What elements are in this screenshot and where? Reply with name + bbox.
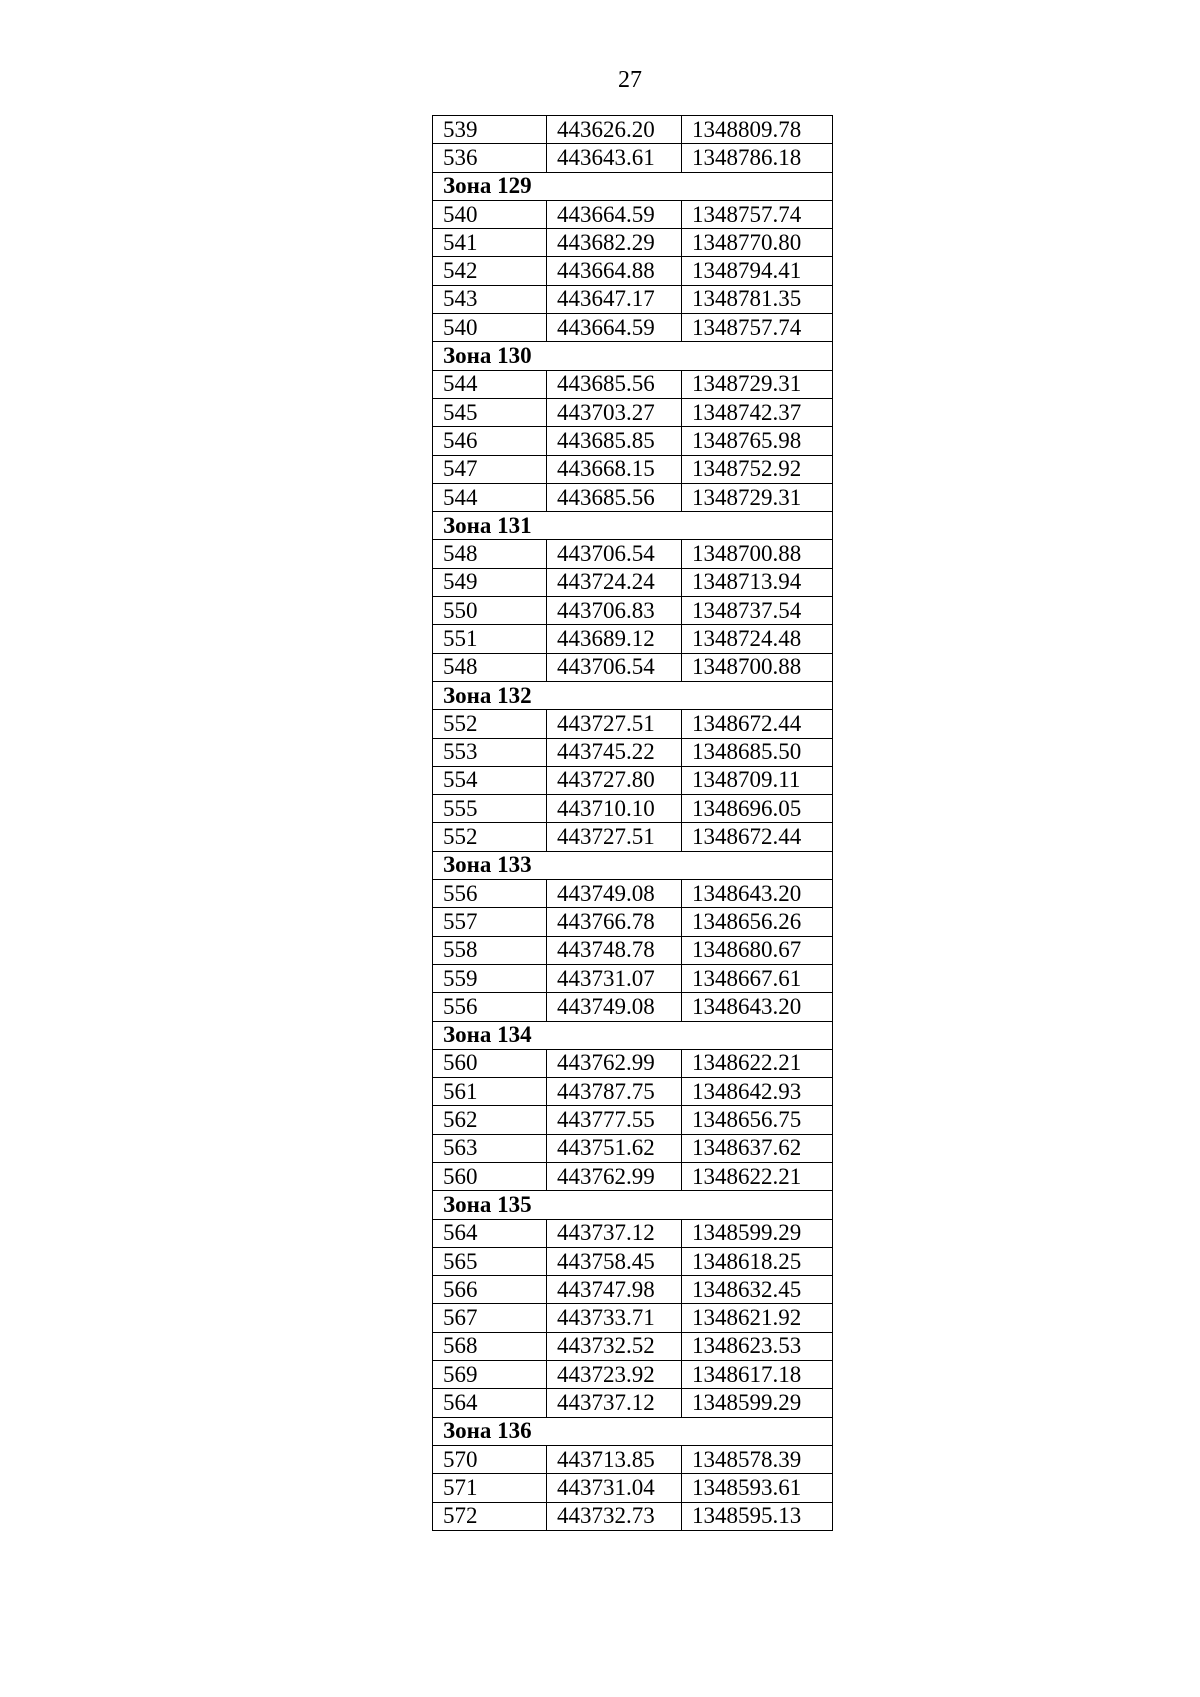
table-row [433, 1078, 833, 1106]
x-coordinate-cell: 443710.10 [547, 795, 682, 823]
point-number-cell: 536 [433, 144, 547, 172]
x-coordinate-cell: 443747.98 [547, 1276, 682, 1304]
x-coordinate-cell: 443733.71 [547, 1304, 682, 1332]
point-number-cell: 556 [433, 993, 547, 1021]
table-row [433, 455, 833, 483]
point-number-cell: 555 [433, 795, 547, 823]
table-row [433, 1276, 833, 1304]
y-coordinate-cell: 1348757.74 [682, 314, 833, 342]
point-number-cell: 570 [433, 1445, 547, 1473]
x-coordinate-cell: 443727.51 [547, 823, 682, 851]
table-row [433, 766, 833, 794]
y-coordinate-cell: 1348656.75 [682, 1106, 833, 1134]
y-coordinate-cell: 1348621.92 [682, 1304, 833, 1332]
zone-label: Зона 131 [433, 512, 833, 540]
table-row [433, 880, 833, 908]
zone-label: Зона 130 [433, 342, 833, 370]
table-row [433, 314, 833, 342]
x-coordinate-cell: 443724.24 [547, 568, 682, 596]
table-row [433, 1474, 833, 1502]
x-coordinate-cell: 443685.56 [547, 370, 682, 398]
table-row [433, 229, 833, 257]
y-coordinate-cell: 1348696.05 [682, 795, 833, 823]
table-row [433, 653, 833, 681]
point-number-cell: 560 [433, 1162, 547, 1190]
x-coordinate-cell: 443727.80 [547, 766, 682, 794]
point-number-cell: 549 [433, 568, 547, 596]
table-row [433, 398, 833, 426]
point-number-cell: 565 [433, 1247, 547, 1275]
y-coordinate-cell: 1348599.29 [682, 1389, 833, 1417]
point-number-cell: 562 [433, 1106, 547, 1134]
y-coordinate-cell: 1348618.25 [682, 1247, 833, 1275]
table-row [433, 908, 833, 936]
x-coordinate-cell: 443732.52 [547, 1332, 682, 1360]
y-coordinate-cell: 1348729.31 [682, 483, 833, 511]
zone-header-row [433, 851, 833, 879]
table-row [433, 1304, 833, 1332]
table-row [433, 1389, 833, 1417]
y-coordinate-cell: 1348700.88 [682, 653, 833, 681]
x-coordinate-cell: 443682.29 [547, 229, 682, 257]
x-coordinate-cell: 443647.17 [547, 285, 682, 313]
point-number-cell: 569 [433, 1361, 547, 1389]
x-coordinate-cell: 443749.08 [547, 993, 682, 1021]
point-number-cell: 544 [433, 370, 547, 398]
point-number-cell: 554 [433, 766, 547, 794]
x-coordinate-cell: 443713.85 [547, 1445, 682, 1473]
x-coordinate-cell: 443745.22 [547, 738, 682, 766]
point-number-cell: 546 [433, 427, 547, 455]
zone-label: Зона 135 [433, 1191, 833, 1219]
point-number-cell: 561 [433, 1078, 547, 1106]
table-row [433, 1247, 833, 1275]
zone-label: Зона 132 [433, 681, 833, 709]
y-coordinate-cell: 1348643.20 [682, 880, 833, 908]
y-coordinate-cell: 1348680.67 [682, 936, 833, 964]
table-row [433, 1162, 833, 1190]
x-coordinate-cell: 443706.54 [547, 540, 682, 568]
x-coordinate-cell: 443668.15 [547, 455, 682, 483]
table-row [433, 1361, 833, 1389]
zone-label: Зона 134 [433, 1021, 833, 1049]
x-coordinate-cell: 443762.99 [547, 1049, 682, 1077]
x-coordinate-cell: 443758.45 [547, 1247, 682, 1275]
y-coordinate-cell: 1348729.31 [682, 370, 833, 398]
x-coordinate-cell: 443626.20 [547, 116, 682, 144]
y-coordinate-cell: 1348632.45 [682, 1276, 833, 1304]
x-coordinate-cell: 443706.54 [547, 653, 682, 681]
y-coordinate-cell: 1348709.11 [682, 766, 833, 794]
point-number-cell: 550 [433, 597, 547, 625]
table-row [433, 285, 833, 313]
table-row [433, 738, 833, 766]
y-coordinate-cell: 1348667.61 [682, 964, 833, 992]
y-coordinate-cell: 1348685.50 [682, 738, 833, 766]
y-coordinate-cell: 1348770.80 [682, 229, 833, 257]
table-row [433, 370, 833, 398]
zone-header-row [433, 1191, 833, 1219]
x-coordinate-cell: 443762.99 [547, 1162, 682, 1190]
y-coordinate-cell: 1348757.74 [682, 200, 833, 228]
y-coordinate-cell: 1348622.21 [682, 1162, 833, 1190]
point-number-cell: 544 [433, 483, 547, 511]
zone-header-row [433, 512, 833, 540]
y-coordinate-cell: 1348595.13 [682, 1502, 833, 1530]
table-row [433, 795, 833, 823]
x-coordinate-cell: 443787.75 [547, 1078, 682, 1106]
table-row [433, 1219, 833, 1247]
y-coordinate-cell: 1348617.18 [682, 1361, 833, 1389]
point-number-cell: 564 [433, 1219, 547, 1247]
y-coordinate-cell: 1348724.48 [682, 625, 833, 653]
point-number-cell: 548 [433, 540, 547, 568]
x-coordinate-cell: 443777.55 [547, 1106, 682, 1134]
zone-header-row [433, 1417, 833, 1445]
page-number: 27 [618, 67, 642, 93]
x-coordinate-cell: 443727.51 [547, 710, 682, 738]
zone-header-row [433, 1021, 833, 1049]
point-number-cell: 560 [433, 1049, 547, 1077]
point-number-cell: 564 [433, 1389, 547, 1417]
y-coordinate-cell: 1348713.94 [682, 568, 833, 596]
table-row [433, 1445, 833, 1473]
x-coordinate-cell: 443731.04 [547, 1474, 682, 1502]
y-coordinate-cell: 1348642.93 [682, 1078, 833, 1106]
x-coordinate-cell: 443664.59 [547, 200, 682, 228]
x-coordinate-cell: 443737.12 [547, 1219, 682, 1247]
x-coordinate-cell: 443664.88 [547, 257, 682, 285]
y-coordinate-cell: 1348794.41 [682, 257, 833, 285]
x-coordinate-cell: 443723.92 [547, 1361, 682, 1389]
point-number-cell: 541 [433, 229, 547, 257]
table-row [433, 540, 833, 568]
coordinates-table [432, 115, 833, 1531]
point-number-cell: 557 [433, 908, 547, 936]
point-number-cell: 547 [433, 455, 547, 483]
table-row [433, 936, 833, 964]
x-coordinate-cell: 443751.62 [547, 1134, 682, 1162]
table-row [433, 116, 833, 144]
y-coordinate-cell: 1348737.54 [682, 597, 833, 625]
table-row [433, 625, 833, 653]
y-coordinate-cell: 1348623.53 [682, 1332, 833, 1360]
y-coordinate-cell: 1348637.62 [682, 1134, 833, 1162]
table-row [433, 483, 833, 511]
x-coordinate-cell: 443737.12 [547, 1389, 682, 1417]
table-row [433, 1106, 833, 1134]
table-row [433, 710, 833, 738]
point-number-cell: 539 [433, 116, 547, 144]
table-row [433, 964, 833, 992]
x-coordinate-cell: 443748.78 [547, 936, 682, 964]
table-row [433, 993, 833, 1021]
y-coordinate-cell: 1348809.78 [682, 116, 833, 144]
zone-label: Зона 136 [433, 1417, 833, 1445]
zone-header-row [433, 172, 833, 200]
x-coordinate-cell: 443749.08 [547, 880, 682, 908]
y-coordinate-cell: 1348599.29 [682, 1219, 833, 1247]
table-row [433, 1049, 833, 1077]
y-coordinate-cell: 1348700.88 [682, 540, 833, 568]
table-row [433, 257, 833, 285]
table-row [433, 200, 833, 228]
y-coordinate-cell: 1348578.39 [682, 1445, 833, 1473]
y-coordinate-cell: 1348643.20 [682, 993, 833, 1021]
x-coordinate-cell: 443689.12 [547, 625, 682, 653]
y-coordinate-cell: 1348765.98 [682, 427, 833, 455]
point-number-cell: 548 [433, 653, 547, 681]
table-row [433, 597, 833, 625]
x-coordinate-cell: 443732.73 [547, 1502, 682, 1530]
y-coordinate-cell: 1348656.26 [682, 908, 833, 936]
zone-header-row [433, 681, 833, 709]
table-row [433, 1332, 833, 1360]
point-number-cell: 553 [433, 738, 547, 766]
point-number-cell: 571 [433, 1474, 547, 1502]
x-coordinate-cell: 443703.27 [547, 398, 682, 426]
table-row [433, 1502, 833, 1530]
zone-header-row [433, 342, 833, 370]
point-number-cell: 552 [433, 823, 547, 851]
y-coordinate-cell: 1348781.35 [682, 285, 833, 313]
point-number-cell: 556 [433, 880, 547, 908]
zone-label: Зона 133 [433, 851, 833, 879]
x-coordinate-cell: 443643.61 [547, 144, 682, 172]
table-row [433, 144, 833, 172]
point-number-cell: 551 [433, 625, 547, 653]
x-coordinate-cell: 443685.56 [547, 483, 682, 511]
point-number-cell: 567 [433, 1304, 547, 1332]
point-number-cell: 552 [433, 710, 547, 738]
table-row [433, 823, 833, 851]
y-coordinate-cell: 1348672.44 [682, 710, 833, 738]
y-coordinate-cell: 1348742.37 [682, 398, 833, 426]
x-coordinate-cell: 443731.07 [547, 964, 682, 992]
y-coordinate-cell: 1348752.92 [682, 455, 833, 483]
point-number-cell: 543 [433, 285, 547, 313]
point-number-cell: 559 [433, 964, 547, 992]
zone-label: Зона 129 [433, 172, 833, 200]
x-coordinate-cell: 443664.59 [547, 314, 682, 342]
point-number-cell: 558 [433, 936, 547, 964]
x-coordinate-cell: 443685.85 [547, 427, 682, 455]
y-coordinate-cell: 1348672.44 [682, 823, 833, 851]
point-number-cell: 540 [433, 200, 547, 228]
point-number-cell: 542 [433, 257, 547, 285]
point-number-cell: 540 [433, 314, 547, 342]
table-row [433, 1134, 833, 1162]
point-number-cell: 563 [433, 1134, 547, 1162]
x-coordinate-cell: 443766.78 [547, 908, 682, 936]
point-number-cell: 568 [433, 1332, 547, 1360]
y-coordinate-cell: 1348593.61 [682, 1474, 833, 1502]
y-coordinate-cell: 1348786.18 [682, 144, 833, 172]
y-coordinate-cell: 1348622.21 [682, 1049, 833, 1077]
point-number-cell: 545 [433, 398, 547, 426]
table-row [433, 427, 833, 455]
x-coordinate-cell: 443706.83 [547, 597, 682, 625]
point-number-cell: 566 [433, 1276, 547, 1304]
point-number-cell: 572 [433, 1502, 547, 1530]
coordinates-table-body [433, 116, 833, 1531]
table-row [433, 568, 833, 596]
